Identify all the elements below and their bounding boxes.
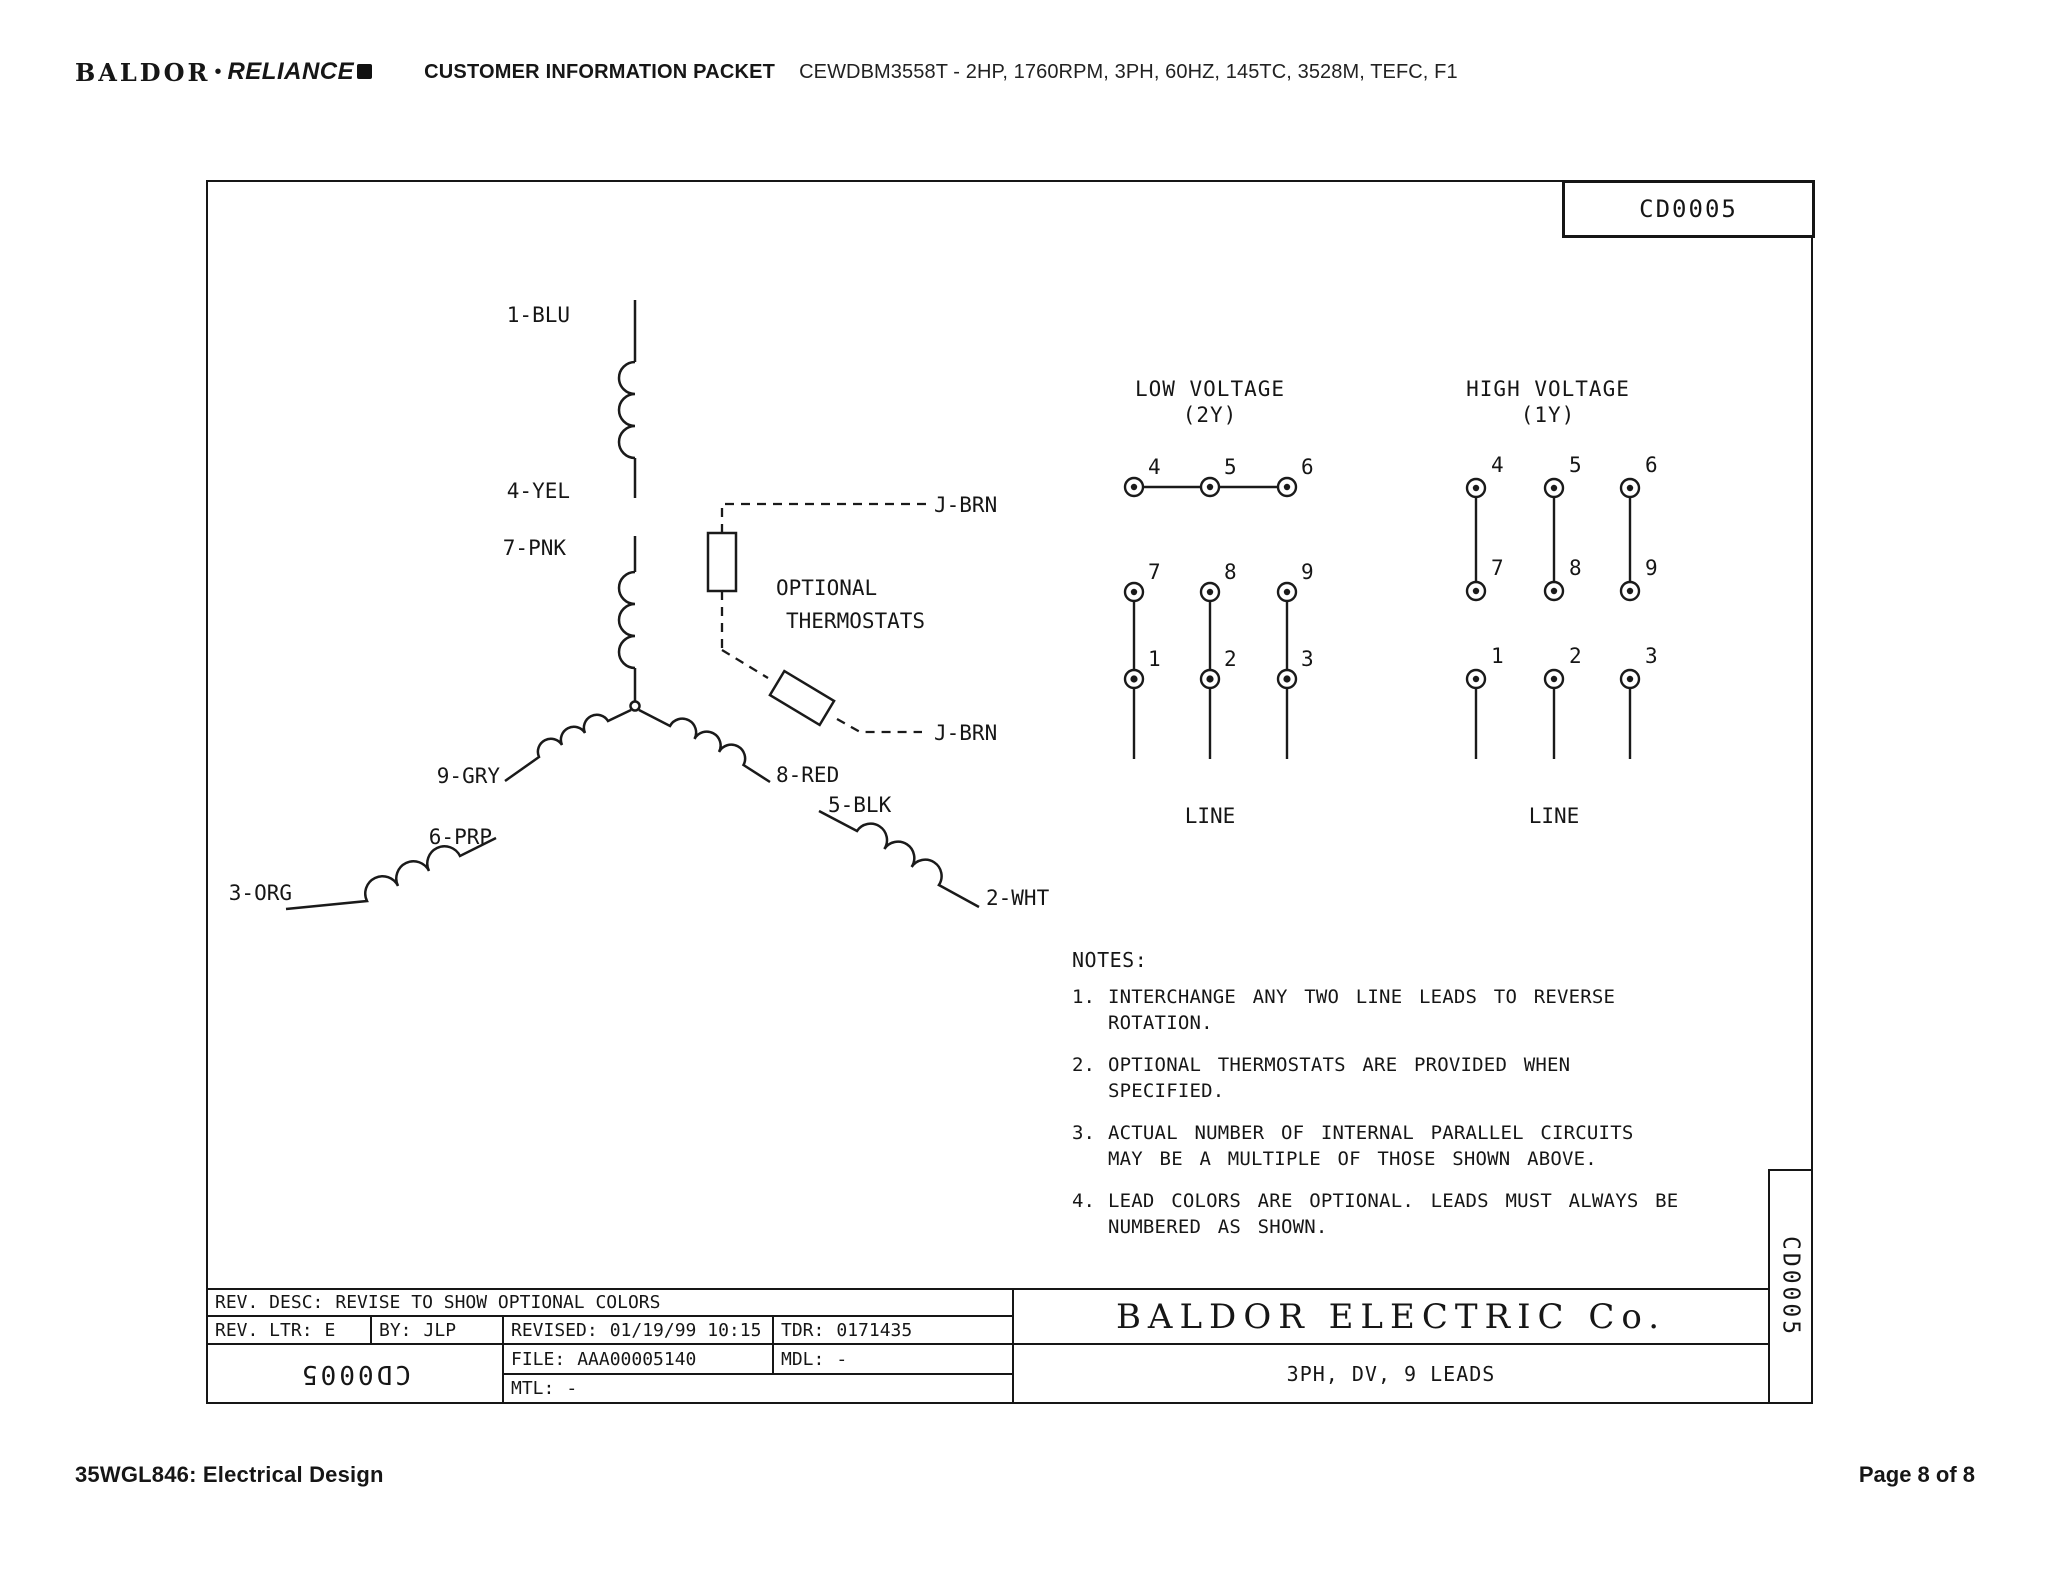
rev-desc-value: REVISE TO SHOW OPTIONAL COLORS: [335, 1292, 661, 1313]
lv-terminal-1: 1: [1148, 647, 1161, 671]
rev-desc-cell: [208, 1288, 1012, 1315]
rev-ltr-cell: [208, 1315, 370, 1343]
logo-reliance-text: RELIANCE: [227, 58, 355, 85]
thermostat-caption-line2: THERMOSTATS: [786, 609, 926, 633]
hv-terminal-2: 2: [1569, 644, 1582, 668]
thermostat-2-symbol: [770, 671, 834, 725]
rev-ltr-value: E: [324, 1319, 336, 1341]
lead-label-j-brn-bottom: J-BRN: [934, 721, 998, 745]
note-line: ACTUAL NUMBER OF INTERNAL PARALLEL CIRCUITS: [1108, 1122, 1634, 1144]
hv-terminal-1: 1: [1491, 644, 1504, 668]
thermostat-caption-line1: OPTIONAL: [776, 576, 878, 600]
file-label: FILE:: [511, 1348, 566, 1370]
note-number: 2.: [1072, 1054, 1095, 1076]
notes-heading: NOTES:: [1072, 948, 1148, 972]
low-voltage-title: LOW VOLTAGE: [1134, 377, 1286, 401]
lv-line-label: LINE: [1184, 804, 1236, 828]
by-cell: [370, 1315, 502, 1343]
side-drawing-number: CD0005: [1777, 1235, 1804, 1338]
note-item-2: [1072, 1052, 1752, 1104]
lead-label-9-gry: 9-GRY: [436, 764, 500, 788]
drawing-number: CD0005: [1639, 195, 1738, 223]
footer-document-title: 35WGL846: Electrical Design: [75, 1462, 384, 1487]
logo-separator-dot: •: [214, 60, 222, 83]
lead-label-2-wht: 2-WHT: [986, 886, 1050, 910]
connection-description: 3PH, DV, 9 LEADS: [1286, 1361, 1496, 1386]
lv-terminal-3: 3: [1301, 647, 1314, 671]
mdl-label: MDL:: [781, 1348, 825, 1370]
by-value: JLP: [423, 1319, 457, 1341]
rev-desc-label: REV. DESC:: [215, 1292, 324, 1313]
note-line: LEAD COLORS ARE OPTIONAL. LEADS MUST ALWAYS BE: [1108, 1190, 1679, 1212]
lead-label-5-blk: 5-BLK: [828, 793, 892, 817]
lead-label-1-blu: 1-BLU: [506, 303, 570, 327]
lv-terminal-7: 7: [1148, 560, 1161, 584]
file-cell: [502, 1343, 772, 1373]
revised-label: REVISED:: [511, 1319, 598, 1341]
note-number: 4.: [1072, 1190, 1095, 1212]
note-line: NUMBERED AS SHOWN.: [1108, 1216, 1328, 1238]
high-voltage-title: HIGH VOLTAGE: [1466, 377, 1630, 401]
note-line: SPECIFIED.: [1108, 1080, 1225, 1102]
note-line: OPTIONAL THERMOSTATS ARE PROVIDED WHEN: [1108, 1054, 1571, 1076]
company-cell: [1012, 1288, 1768, 1343]
hv-terminal-8: 8: [1569, 556, 1582, 580]
lv-terminal-5: 5: [1224, 455, 1237, 479]
thermostat-1-symbol: [708, 533, 736, 591]
description-cell: [1012, 1343, 1768, 1402]
tdr-value: 0171435: [836, 1319, 913, 1341]
high-voltage-subtitle: (1Y): [1520, 403, 1576, 427]
mdl-cell: [772, 1343, 1012, 1373]
mtl-label: MTL:: [511, 1378, 555, 1399]
note-text: [1108, 1188, 1752, 1240]
lv-terminal-8: 8: [1224, 560, 1237, 584]
lead-label-4-yel: 4-YEL: [506, 479, 570, 503]
note-item-4: [1072, 1188, 1752, 1240]
hv-terminal-4: 4: [1491, 453, 1504, 477]
note-item-3: [1072, 1120, 1752, 1172]
wye-lead-labels: [229, 303, 1050, 910]
hv-terminal-3: 3: [1645, 644, 1658, 668]
tdr-label: TDR:: [781, 1319, 825, 1341]
note-text: [1108, 1120, 1752, 1172]
page-header: [75, 52, 1973, 92]
lead-label-7-pnk: 7-PNK: [502, 536, 566, 560]
lead-label-3-org: 3-ORG: [228, 881, 292, 905]
lv-terminal-4: 4: [1148, 455, 1161, 479]
logo-mark-icon: [357, 64, 372, 79]
hv-terminal-9: 9: [1645, 556, 1658, 580]
hv-terminal-5: 5: [1569, 453, 1582, 477]
note-item-1: [1072, 984, 1752, 1036]
hv-line-label: LINE: [1528, 804, 1580, 828]
wye-winding-lines: [286, 300, 979, 909]
note-text: [1108, 984, 1752, 1036]
company-name: BALDOR ELECTRIC Co.: [1115, 1296, 1667, 1337]
motor-spec-text: CEWDBM3558T - 2HP, 1760RPM, 3PH, 60HZ, 145TC, 3528M, TEFC, F1: [799, 60, 1458, 83]
tdr-cell: [772, 1315, 1012, 1343]
notes-section: [1072, 948, 1752, 1256]
revised-cell: [502, 1315, 772, 1343]
hv-terminal-7: 7: [1491, 556, 1504, 580]
flipped-drawing-number-cell: [208, 1343, 502, 1402]
note-line: INTERCHANGE ANY TWO LINE LEADS TO REVERSE: [1108, 986, 1616, 1008]
rev-ltr-label: REV. LTR:: [215, 1319, 313, 1341]
baldor-reliance-logo: [75, 58, 372, 87]
packet-title: CUSTOMER INFORMATION PACKET: [424, 60, 776, 83]
lv-terminal-2: 2: [1224, 647, 1237, 671]
lead-label-6-prp: 6-PRP: [428, 825, 492, 849]
note-number: 3.: [1072, 1122, 1095, 1144]
note-text: [1108, 1052, 1752, 1104]
logo-baldor-text: BALDOR: [75, 57, 211, 87]
lead-label-8-red: 8-RED: [776, 763, 840, 787]
mdl-value: -: [836, 1348, 848, 1370]
lead-label-j-brn-top: J-BRN: [934, 493, 998, 517]
hv-terminal-6: 6: [1645, 453, 1658, 477]
footer-page-number: Page 8 of 8: [1858, 1462, 1975, 1487]
note-line: ROTATION.: [1108, 1012, 1213, 1034]
drawing-border: [206, 180, 1813, 1404]
mtl-cell: [502, 1373, 1012, 1402]
low-voltage-subtitle: (2Y): [1182, 403, 1238, 427]
by-label: BY:: [379, 1319, 412, 1341]
flipped-drawing-number: CD0005: [299, 1358, 411, 1389]
mtl-value: -: [566, 1378, 578, 1399]
high-voltage-diagram: [1466, 377, 1658, 828]
low-voltage-diagram: [1125, 377, 1314, 828]
note-number: 1.: [1072, 986, 1095, 1008]
note-line: MAY BE A MULTIPLE OF THOSE SHOWN ABOVE.: [1108, 1148, 1597, 1170]
side-drawing-number-strip: [1768, 1169, 1811, 1402]
revised-value: 01/19/99 10:15: [609, 1319, 762, 1341]
lv-terminal-9: 9: [1301, 560, 1314, 584]
drawing-number-box: [1562, 180, 1815, 238]
file-value: AAA00005140: [577, 1348, 697, 1370]
lv-terminal-6: 6: [1301, 455, 1314, 479]
